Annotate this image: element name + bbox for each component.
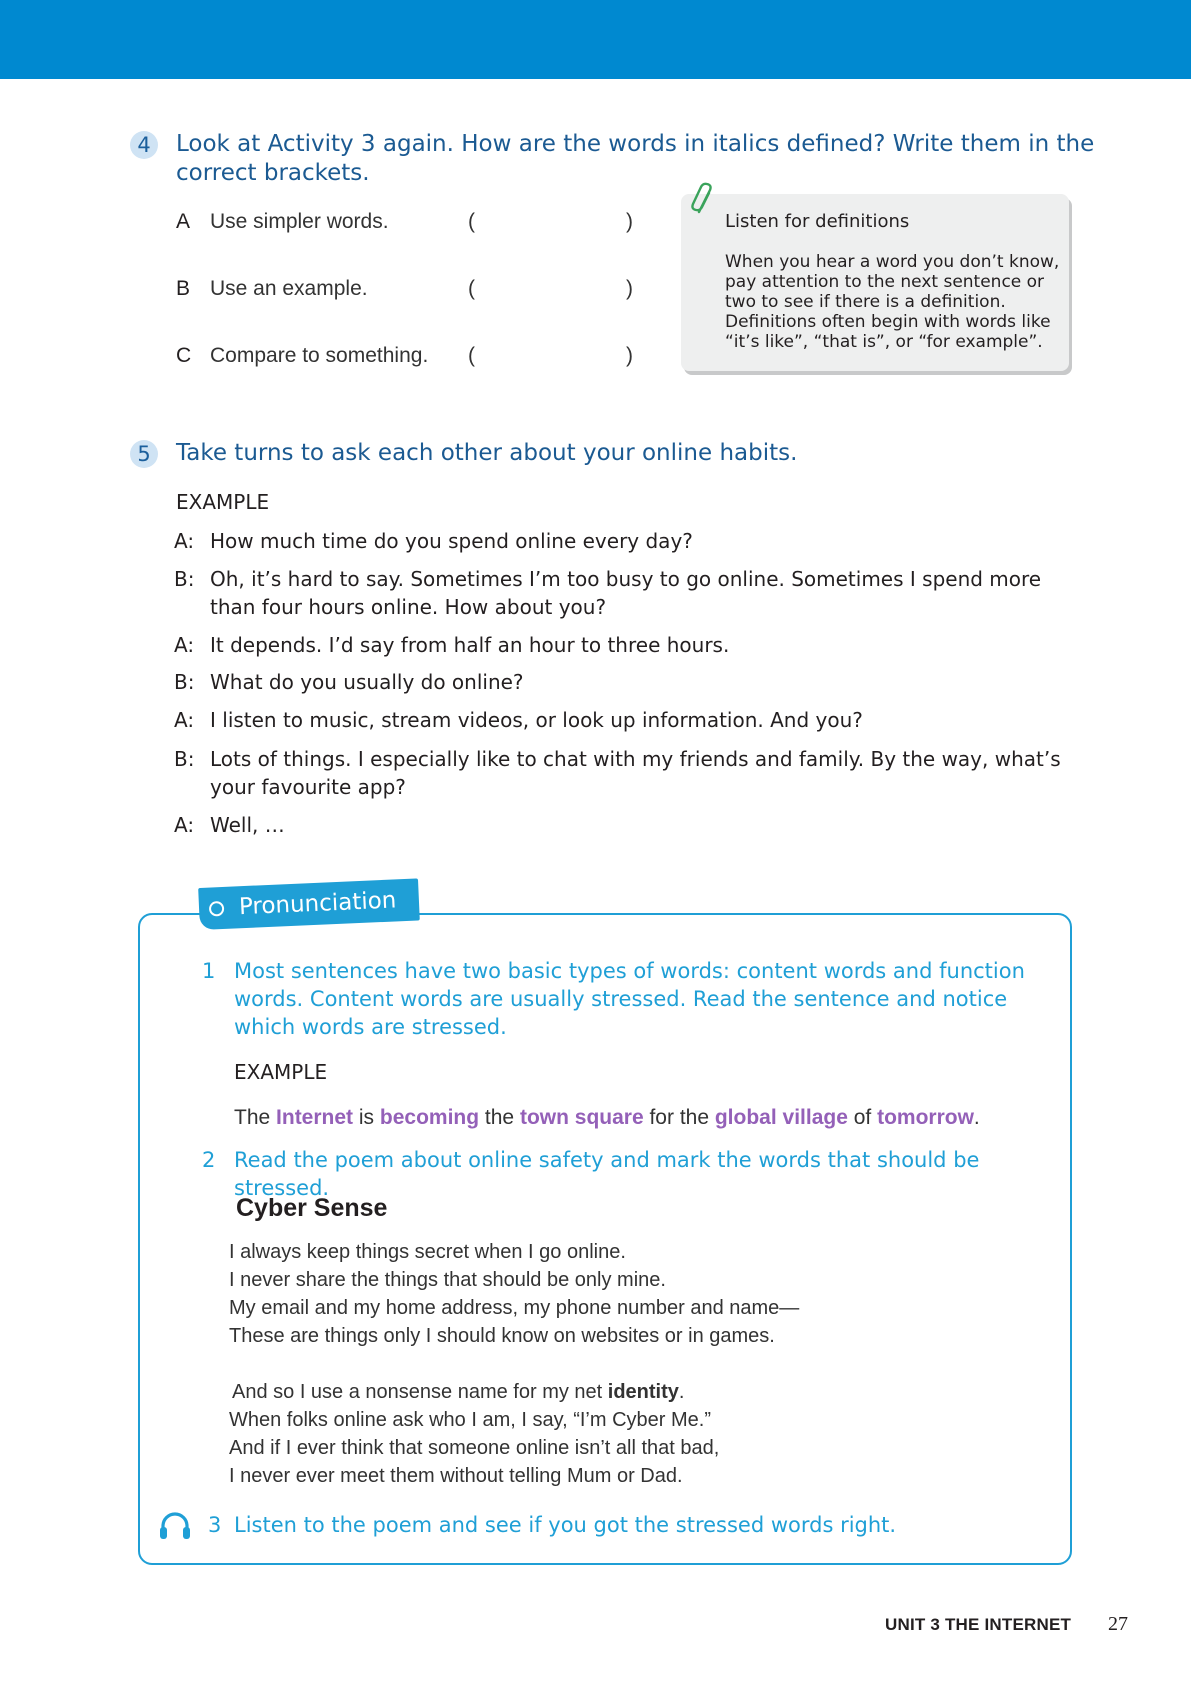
sentence-word: for the (643, 1106, 715, 1129)
activity-4-number: 4 (130, 131, 158, 159)
option-letter: B (176, 277, 191, 300)
pron-example-label: EXAMPLE (234, 1060, 328, 1084)
sentence-word: of (847, 1106, 878, 1129)
activity-5-number: 5 (130, 440, 158, 468)
sentence-word: is (353, 1106, 380, 1129)
stressed-word: town square (519, 1106, 644, 1129)
speaker-label: B: (174, 747, 195, 771)
stressed-word: Internet (276, 1106, 354, 1129)
option-a (176, 208, 389, 236)
dialogue-line (174, 811, 1074, 839)
dialogue-text: What do you usually do online? (210, 670, 524, 694)
poem-line: I always keep things secret when I go online. (229, 1241, 626, 1263)
dialogue-line (174, 565, 1074, 621)
activity-4-title-line2: correct brackets. (176, 160, 370, 186)
poem-title: Cyber Sense (236, 1194, 388, 1222)
speaker-label: A: (174, 529, 195, 553)
poem-line: I never share the things that should be only mine. (229, 1269, 666, 1291)
option-text: Use simpler words. (210, 210, 389, 233)
bracket-open: ( (468, 344, 475, 367)
option-letter: C (176, 344, 192, 367)
speaker-label: B: (174, 670, 195, 694)
sentence-word: . (973, 1106, 980, 1129)
dialogue-text: I listen to music, stream videos, or look up information. And you? (210, 708, 863, 732)
example-sentence (234, 1104, 980, 1132)
poem-stanza-2 (229, 1378, 929, 1490)
tip-heading: Listen for definitions (725, 211, 910, 232)
pron-item-2-number: 2 (202, 1148, 216, 1172)
pron-item-1-number: 1 (202, 959, 216, 983)
poem-line (232, 1378, 929, 1406)
activity-5-title: Take turns to ask each other about your online habits. (176, 440, 798, 466)
bracket-open: ( (468, 210, 475, 233)
speaker-label: B: (174, 567, 195, 591)
option-letter: A (176, 210, 191, 233)
bracket-close: ) (626, 210, 633, 233)
poem-line: When folks online ask who I am, I say, “I’m Cyber Me.” (229, 1409, 712, 1431)
dialogue-line (174, 668, 1074, 696)
header-bar (0, 0, 1191, 79)
poem-line: And if I ever think that someone online isn’t all that bad, (229, 1437, 720, 1459)
pron-item-1-text: Most sentences have two basic types of words: content words and function words. Content words are usually stressed. Read the sentence and notice which words are stressed. (234, 959, 1025, 1039)
poem-line: I never ever meet them without telling Mum or Dad. (229, 1465, 683, 1487)
speaker-label: A: (174, 813, 195, 837)
pronunciation-label: Pronunciation (238, 887, 397, 921)
dialogue-line (174, 527, 1074, 555)
dialogue-line (174, 745, 1074, 801)
option-c (176, 342, 428, 370)
dialogue-text: How much time do you spend online every day? (210, 529, 693, 553)
activity-4-title-line1: Look at Activity 3 again. How are the words in italics defined? Write them in the (176, 131, 1095, 157)
dialogue-line (174, 706, 1074, 734)
dialogue-text: Well, … (210, 813, 285, 837)
dialogue-text: Oh, it’s hard to say. Sometimes I’m too busy to go online. Sometimes I spend more than four hours online. How about you? (210, 567, 1042, 619)
page-number: 27 (1108, 1613, 1128, 1635)
bullet-icon (209, 901, 225, 917)
dialogue-line (174, 631, 1074, 659)
poem-text: And so I use a nonsense name for my net (232, 1381, 608, 1403)
bracket-close: ) (626, 344, 633, 367)
bracket-close: ) (626, 277, 633, 300)
stressed-word: tomorrow (877, 1106, 974, 1129)
option-b (176, 275, 368, 303)
option-text: Use an example. (210, 277, 368, 300)
paperclip-icon (690, 182, 718, 218)
speaker-label: A: (174, 708, 195, 732)
example-label: EXAMPLE (176, 490, 270, 514)
dialogue-text: It depends. I’d say from half an hour to three hours. (210, 633, 730, 657)
poem-line: My email and my home address, my phone number and name— (229, 1297, 800, 1319)
headphones-icon (158, 1509, 192, 1541)
stressed-word: global village (714, 1106, 848, 1129)
tip-body: When you hear a word you don’t know, pay attention to the next sentence or two to see if there is a definition. Definitions often begin with words like “it’s like”, “that is”, or “for example”. (725, 252, 1060, 352)
stressed-word: becoming (379, 1106, 480, 1129)
pron-item-2-text: Read the poem about online safety and mark the words that should be stressed. (234, 1148, 980, 1200)
poem-stanza-1 (229, 1238, 929, 1350)
dialogue-text: Lots of things. I especially like to chat with my friends and family. By the way, what’s your favourite app? (210, 747, 1061, 799)
sentence-word: the (479, 1106, 520, 1129)
poem-bold-word: identity (607, 1381, 679, 1403)
poem-text: . (678, 1381, 685, 1403)
footer-unit-title: UNIT 3 THE INTERNET (885, 1615, 1072, 1634)
poem-line: These are things only I should know on websites or in games. (229, 1325, 775, 1347)
pron-item-3-text: Listen to the poem and see if you got the stressed words right. (234, 1513, 897, 1537)
sentence-word: The (234, 1106, 277, 1129)
pron-item-3-number: 3 (208, 1513, 222, 1537)
bracket-open: ( (468, 277, 475, 300)
option-text: Compare to something. (210, 344, 429, 367)
speaker-label: A: (174, 633, 195, 657)
